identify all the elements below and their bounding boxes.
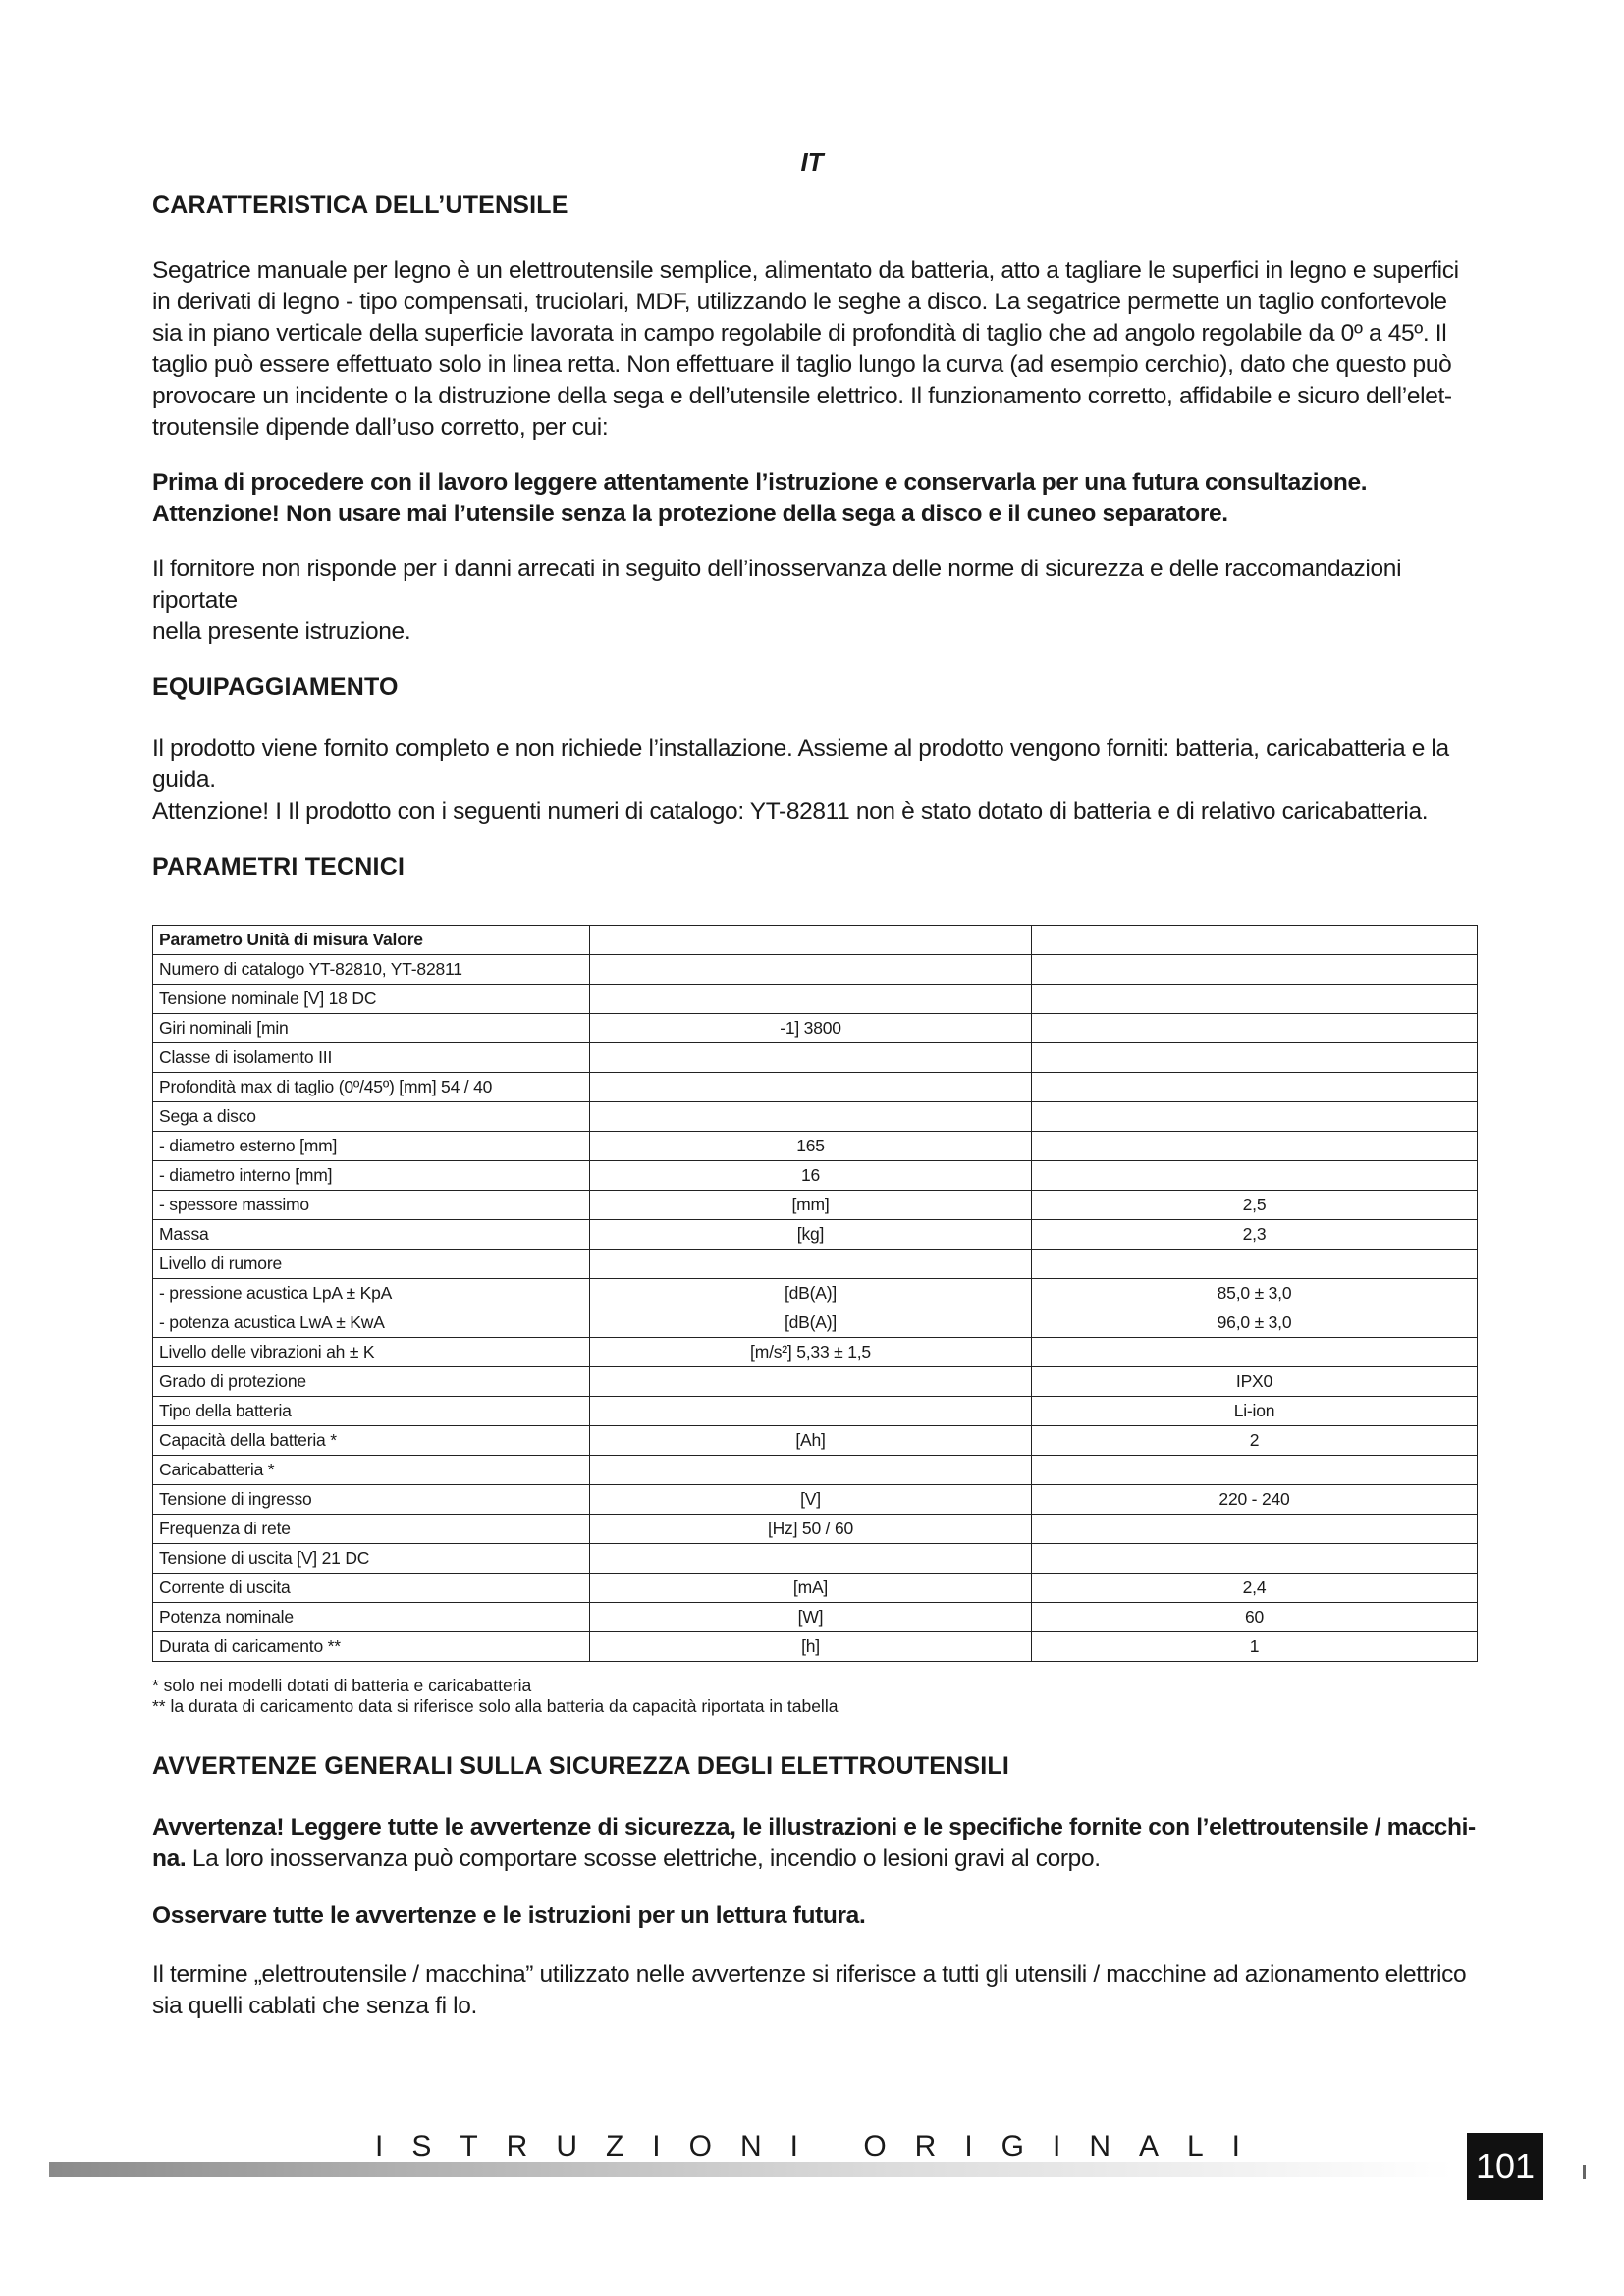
bold-text-line: Prima di procedere con il lavoro leggere attentamente l’istruzione e conservarla per una futura consultazione.	[152, 469, 1368, 496]
equipment-paragraph	[152, 733, 1478, 828]
table-cell: Grado di protezione	[153, 1367, 590, 1397]
table-row	[153, 1485, 1478, 1515]
table-cell	[590, 1043, 1032, 1073]
table-cell: - diametro interno [mm]	[153, 1161, 590, 1191]
table-row	[153, 1043, 1478, 1073]
table-cell: - spessore massimo	[153, 1191, 590, 1220]
table-row	[153, 985, 1478, 1014]
text-line: Il fornitore non risponde per i danni arrecati in seguito dell’inosservanza delle norme di sicurezza e delle raccomandazioni riportate	[152, 556, 1402, 614]
table-cell: - diametro esterno [mm]	[153, 1132, 590, 1161]
table-cell: [dB(A)]	[590, 1308, 1032, 1338]
table-cell: IPX0	[1032, 1367, 1478, 1397]
page-edge-mark	[1583, 2165, 1586, 2179]
table-row	[153, 1073, 1478, 1102]
table-cell: Tensione di uscita [V] 21 DC	[153, 1544, 590, 1574]
table-cell: Livello delle vibrazioni ah ± K	[153, 1338, 590, 1367]
table-row	[153, 1191, 1478, 1220]
text-line: guida.	[152, 767, 216, 793]
table-cell: Profondità max di taglio (0º/45º) [mm] 54 / 40	[153, 1073, 590, 1102]
table-cell: 96,0 ± 3,0	[1032, 1308, 1478, 1338]
text-line: sia in piano verticale della superficie lavorata in campo regolabile di profondità di taglio che ad angolo regolabile da 0º a 45º. Il	[152, 320, 1447, 347]
text-line: sia quelli cablati che senza fi lo.	[152, 1993, 477, 2019]
bold-text-line: Attenzione! Non usare mai l’utensile senza la protezione della sega a disco e il cuneo separatore.	[152, 501, 1228, 527]
supplier-disclaimer	[152, 554, 1478, 648]
table-cell: -1] 3800	[590, 1014, 1032, 1043]
text-line: taglio può essere effettuato solo in linea retta. Non effettuare il taglio lungo la curva (ad esempio cerchio), dato che questo può	[152, 351, 1452, 378]
table-cell: Tipo della batteria	[153, 1397, 590, 1426]
text-fragment: La loro inosservanza può comportare scosse elettriche, incendio o lesioni gravi al corpo.	[186, 1845, 1101, 1872]
table-cell: 60	[1032, 1603, 1478, 1632]
table-cell: - pressione acustica LpA ± KpA	[153, 1279, 590, 1308]
table-cell: [dB(A)]	[590, 1279, 1032, 1308]
table-cell	[590, 1456, 1032, 1485]
table-row	[153, 1515, 1478, 1544]
text-line: nella presente istruzione.	[152, 618, 411, 645]
text-line: Attenzione! I Il prodotto con i seguenti numeri di catalogo: YT-82811 non è stato dotato di batteria e di relativo caricabatteria.	[152, 798, 1429, 825]
table-cell	[590, 1367, 1032, 1397]
table-row	[153, 1161, 1478, 1191]
table-row	[153, 1279, 1478, 1308]
table-cell: Frequenza di rete	[153, 1515, 590, 1544]
table-cell: [V]	[590, 1485, 1032, 1515]
bold-text-line: Avvertenza! Leggere tutte le avvertenze di sicurezza, le illustrazioni e le specifiche fornite con l’elettroutensile / macchi-	[152, 1814, 1476, 1841]
table-cell: 2,5	[1032, 1191, 1478, 1220]
table-cell	[590, 1544, 1032, 1574]
table-cell	[590, 985, 1032, 1014]
footer-title: ISTRUZIONI ORIGINALI	[374, 2130, 1270, 2163]
table-row	[153, 1308, 1478, 1338]
table-cell	[1032, 1102, 1478, 1132]
safety-warning	[152, 1812, 1478, 1875]
table-row	[153, 1632, 1478, 1662]
important-notice	[152, 467, 1478, 530]
table-cell	[1032, 1014, 1478, 1043]
table-cell: Caricabatteria *	[153, 1456, 590, 1485]
table-cell	[1032, 985, 1478, 1014]
table-cell	[590, 955, 1032, 985]
table-cell: [kg]	[590, 1220, 1032, 1250]
table-cell	[590, 1102, 1032, 1132]
table-cell: Massa	[153, 1220, 590, 1250]
table-cell: [mA]	[590, 1574, 1032, 1603]
table-cell: Parametro Unità di misura Valore	[153, 926, 590, 955]
table-cell	[1032, 1544, 1478, 1574]
table-row	[153, 1426, 1478, 1456]
table-cell: Sega a disco	[153, 1102, 590, 1132]
text-line: Il termine „elettroutensile / macchina” utilizzato nelle avvertenze si riferisce a tutti gli utensili / macchine ad azionamento elettrico	[152, 1961, 1467, 1988]
table-footnotes	[152, 1676, 1478, 1717]
text-line: troutensile dipende dall’uso corretto, per cui:	[152, 414, 609, 441]
table-cell: [m/s²] 5,33 ± 1,5	[590, 1338, 1032, 1367]
table-cell: 1	[1032, 1632, 1478, 1662]
table-row	[153, 1456, 1478, 1485]
table-row	[153, 1014, 1478, 1043]
language-code: IT	[800, 147, 824, 177]
table-cell	[590, 1250, 1032, 1279]
footer-gradient-bar	[49, 2162, 1453, 2177]
section-title-safety: AVVERTENZE GENERALI SULLA SICUREZZA DEGLI ELETTROUTENSILI	[152, 1752, 1009, 1780]
table-cell: Tensione di ingresso	[153, 1485, 590, 1515]
table-cell: Livello di rumore	[153, 1250, 590, 1279]
table-cell: - potenza acustica LwA ± KwA	[153, 1308, 590, 1338]
table-row	[153, 1132, 1478, 1161]
table-cell	[590, 1397, 1032, 1426]
section-title-tech-params: PARAMETRI TECNICI	[152, 853, 406, 881]
table-cell: Classe di isolamento III	[153, 1043, 590, 1073]
text-line: provocare un incidente o la distruzione della sega e dell’utensile elettrico. Il funzionamento corretto, affidabile e sicuro dell’elet-	[152, 383, 1452, 409]
text-line	[152, 1843, 1478, 1875]
table-row	[153, 1603, 1478, 1632]
term-definition	[152, 1959, 1478, 2022]
text-line: Il prodotto viene fornito completo e non richiede l’installazione. Assieme al prodotto vengono forniti: batteria, caricabatteria e la	[152, 735, 1449, 762]
tech-params-table-body	[153, 926, 1478, 1662]
table-cell: Potenza nominale	[153, 1603, 590, 1632]
table-cell	[1032, 1338, 1478, 1367]
table-row	[153, 1220, 1478, 1250]
text-line: Segatrice manuale per legno è un elettroutensile semplice, alimentato da batteria, atto a tagliare le superfici in legno e superfici	[152, 257, 1459, 284]
table-cell	[1032, 926, 1478, 955]
table-row	[153, 1102, 1478, 1132]
table-cell: Li-ion	[1032, 1397, 1478, 1426]
table-cell	[1032, 1132, 1478, 1161]
table-cell: 85,0 ± 3,0	[1032, 1279, 1478, 1308]
table-cell: Giri nominali [min	[153, 1014, 590, 1043]
table-cell: Capacità della batteria *	[153, 1426, 590, 1456]
table-row	[153, 1250, 1478, 1279]
footnote: * solo nei modelli dotati di batteria e caricabatteria	[152, 1676, 532, 1695]
features-paragraph	[152, 255, 1478, 444]
table-cell: Durata di caricamento **	[153, 1632, 590, 1662]
table-row	[153, 1544, 1478, 1574]
table-cell: [mm]	[590, 1191, 1032, 1220]
table-cell	[1032, 1456, 1478, 1485]
table-cell: 16	[590, 1161, 1032, 1191]
section-title-features: CARATTERISTICA DELL’UTENSILE	[152, 191, 568, 219]
table-cell	[590, 926, 1032, 955]
table-cell	[1032, 1250, 1478, 1279]
table-cell: Numero di catalogo YT-82810, YT-82811	[153, 955, 590, 985]
table-cell	[1032, 1073, 1478, 1102]
page-number: 101	[1467, 2133, 1543, 2200]
footnote: ** la durata di caricamento data si riferisce solo alla batteria da capacità riportata in tabella	[152, 1696, 839, 1716]
table-cell: 220 - 240	[1032, 1485, 1478, 1515]
table-cell: 2	[1032, 1426, 1478, 1456]
table-cell: 2,4	[1032, 1574, 1478, 1603]
text-line: in derivati di legno - tipo compensati, truciolari, MDF, utilizzando le seghe a disco. La segatrice permette un taglio confortevole	[152, 289, 1447, 315]
table-cell: Tensione nominale [V] 18 DC	[153, 985, 590, 1014]
table-row	[153, 926, 1478, 955]
table-cell: [h]	[590, 1632, 1032, 1662]
table-cell: 2,3	[1032, 1220, 1478, 1250]
tech-params-table	[152, 925, 1478, 1662]
table-row	[153, 1367, 1478, 1397]
table-cell: 165	[590, 1132, 1032, 1161]
table-cell: Corrente di uscita	[153, 1574, 590, 1603]
table-row	[153, 1338, 1478, 1367]
table-row	[153, 1397, 1478, 1426]
table-cell	[1032, 955, 1478, 985]
table-cell	[1032, 1515, 1478, 1544]
table-cell	[1032, 1043, 1478, 1073]
table-cell	[1032, 1161, 1478, 1191]
table-row	[153, 1574, 1478, 1603]
table-cell: [W]	[590, 1603, 1032, 1632]
table-row	[153, 955, 1478, 985]
table-cell	[590, 1073, 1032, 1102]
section-title-equipment: EQUIPAGGIAMENTO	[152, 673, 399, 701]
table-cell: [Ah]	[590, 1426, 1032, 1456]
observe-instructions: Osservare tutte le avvertenze e le istruzioni per un lettura futura.	[152, 1902, 866, 1929]
bold-fragment: na.	[152, 1845, 187, 1872]
table-cell: [Hz] 50 / 60	[590, 1515, 1032, 1544]
page-content	[152, 191, 1478, 2022]
